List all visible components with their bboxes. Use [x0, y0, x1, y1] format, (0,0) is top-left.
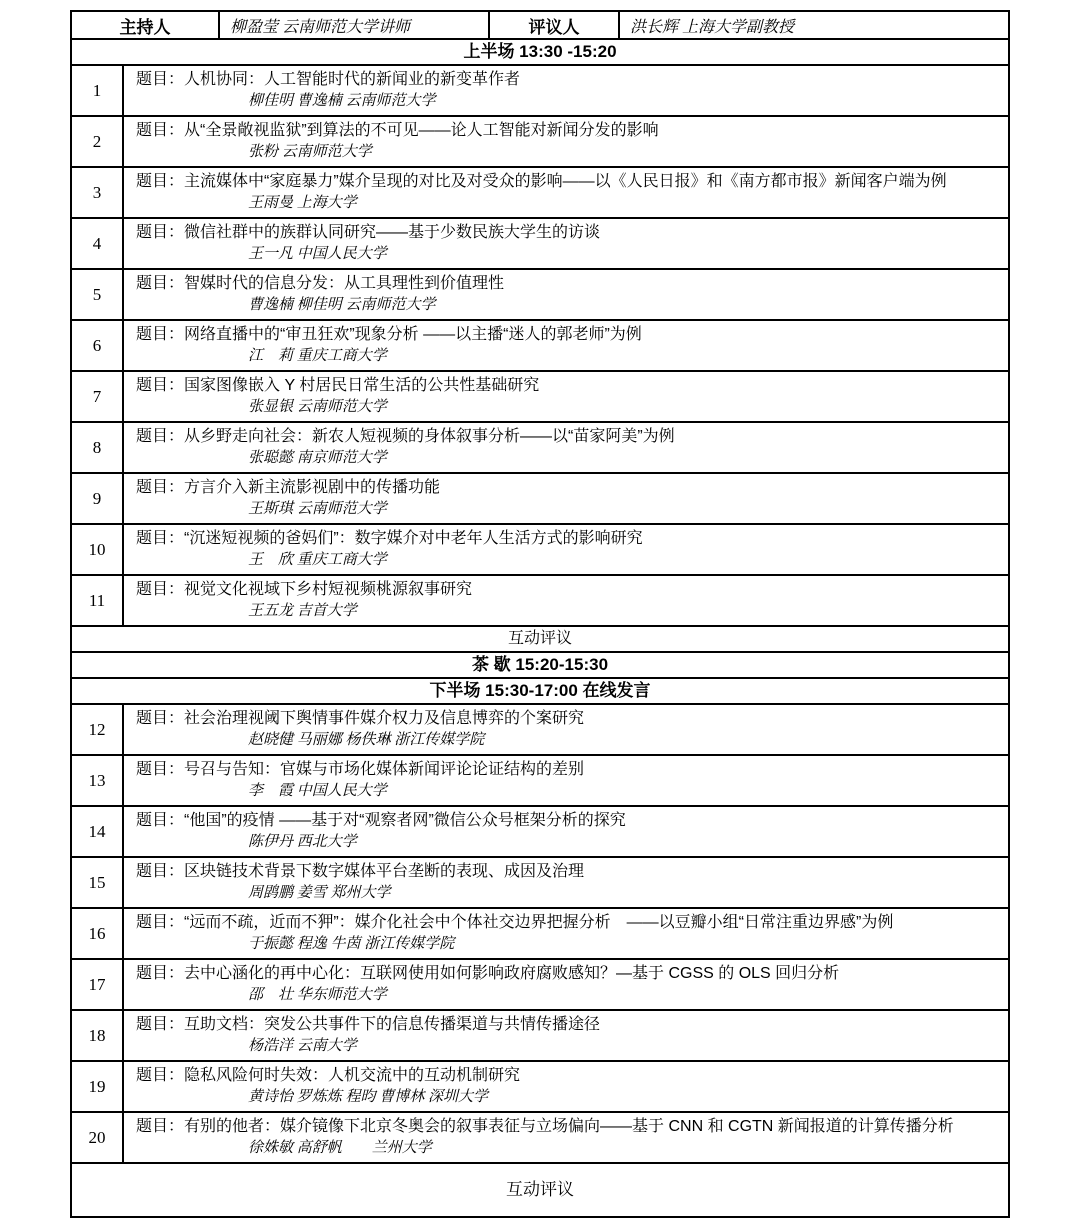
title-label: 题目：	[136, 914, 185, 931]
paper-title	[136, 860, 1000, 883]
title-label: 题目：	[136, 479, 185, 496]
paper-authors: 陈伊丹 西北大学	[248, 834, 357, 850]
paper-authors: 李 霞 中国人民大学	[248, 783, 387, 799]
title-label: 题目：	[136, 173, 185, 190]
paper-authors: 徐姝敏 高舒帆 兰州大学	[248, 1140, 432, 1156]
paper-title	[136, 1013, 1000, 1036]
paper-authors: 黄诗怡 罗炼炼 程昀 曹博林 深圳大学	[248, 1089, 489, 1105]
paper-title	[136, 119, 1000, 142]
paper-content-cell	[124, 474, 1008, 523]
paper-content-cell	[124, 117, 1008, 166]
row-number: 7	[72, 372, 124, 421]
paper-content-cell	[124, 372, 1008, 421]
title-label: 题目：	[136, 1016, 185, 1033]
paper-title	[136, 476, 1000, 499]
row-number: 19	[72, 1062, 124, 1111]
row-number: 8	[72, 423, 124, 472]
row-number: 12	[72, 705, 124, 754]
title-label: 题目：	[136, 428, 185, 445]
paper-authors: 于振懿 程逸 牛茵 浙江传媒学院	[248, 936, 455, 952]
title-label: 题目：	[136, 812, 185, 829]
paper-title-text: 微信社群中的族群认同研究——基于少数民族大学生的访谈	[184, 224, 601, 241]
paper-title	[136, 809, 1000, 832]
paper-title-text: “远而不疏，近而不狎”：媒介化社会中个体社交边界把握分析 ——以豆瓣小组“日常注重边界感”为例	[184, 914, 894, 931]
paper-authors: 赵晓健 马丽娜 杨佚琳 浙江传媒学院	[248, 732, 485, 748]
paper-content-cell	[124, 168, 1008, 217]
host-label-cell: 主持人	[72, 12, 220, 38]
paper-authors: 张粉 云南师范大学	[248, 144, 372, 160]
paper-authors: 柳佳明 曹逸楠 云南师范大学	[248, 93, 436, 109]
paper-authors: 王 欣 重庆工商大学	[248, 552, 387, 568]
paper-title	[136, 272, 1000, 295]
paper-content-cell	[124, 705, 1008, 754]
paper-content-cell	[124, 576, 1008, 625]
paper-row	[72, 270, 1008, 321]
paper-content-cell	[124, 525, 1008, 574]
paper-row	[72, 909, 1008, 960]
paper-title-text: 隐私风险何时失效：人机交流中的互动机制研究	[184, 1067, 521, 1084]
paper-content-cell	[124, 423, 1008, 472]
row-number: 4	[72, 219, 124, 268]
paper-row	[72, 807, 1008, 858]
row-number: 5	[72, 270, 124, 319]
title-label: 题目：	[136, 71, 185, 88]
paper-title-text: 网络直播中的“审丑狂欢”现象分析 ——以主播“迷人的郭老师”为例	[184, 326, 642, 343]
title-label: 题目：	[136, 530, 185, 547]
paper-row	[72, 219, 1008, 270]
paper-authors: 邵 壮 华东师范大学	[248, 987, 387, 1003]
paper-row	[72, 168, 1008, 219]
row-number: 9	[72, 474, 124, 523]
row-number: 17	[72, 960, 124, 1009]
paper-content-cell	[124, 321, 1008, 370]
paper-content-cell	[124, 1011, 1008, 1060]
paper-authors: 王雨曼 上海大学	[248, 195, 357, 211]
title-label: 题目：	[136, 224, 185, 241]
row-number: 10	[72, 525, 124, 574]
paper-title-text: 方言介入新主流影视剧中的传播功能	[184, 479, 441, 496]
paper-title-text: 去中心涵化的再中心化：互联网使用如何影响政府腐败感知？—基于 CGSS 的 OLS 回归分析	[184, 965, 840, 982]
row-number: 15	[72, 858, 124, 907]
title-label: 题目：	[136, 1118, 185, 1135]
title-label: 题目：	[136, 377, 185, 394]
paper-authors: 曹逸楠 柳佳明 云南师范大学	[248, 297, 436, 313]
paper-title-text: “他国”的疫情 ——基于对“观察者网”微信公众号框架分析的探究	[184, 812, 626, 829]
title-label: 题目：	[136, 122, 185, 139]
session-banner-row	[72, 40, 1008, 66]
paper-title-text: 从“全景敞视监狱”到算法的不可见——论人工智能对新闻分发的影响	[184, 122, 659, 139]
paper-title-text: 人机协同：人工智能时代的新闻业的新变革作者	[184, 71, 521, 88]
paper-row	[72, 321, 1008, 372]
row-number: 14	[72, 807, 124, 856]
paper-title-text: 有别的他者：媒介镜像下北京冬奥会的叙事表征与立场偏向——基于 CNN 和 CGTN 新闻报道的计算传播分析	[184, 1118, 954, 1135]
paper-row	[72, 1113, 1008, 1164]
paper-row	[72, 705, 1008, 756]
paper-content-cell	[124, 807, 1008, 856]
title-label: 题目：	[136, 1067, 185, 1084]
title-label: 题目：	[136, 761, 185, 778]
paper-row	[72, 960, 1008, 1011]
session-banner-row	[72, 627, 1008, 653]
paper-title-text: 视觉文化视域下乡村短视频桃源叙事研究	[184, 581, 473, 598]
paper-content-cell	[124, 858, 1008, 907]
paper-title-text: “沉迷短视频的爸妈们”：数字媒介对中老年人生活方式的影响研究	[184, 530, 643, 547]
session-banner-text: 茶 歇 15:20-15:30	[471, 655, 609, 674]
paper-authors: 王斯琪 云南师范大学	[248, 501, 387, 517]
paper-authors: 张聪懿 南京师范大学	[248, 450, 387, 466]
session-banner-text: 下半场 15:30-17:00 在线发言	[429, 681, 651, 700]
paper-authors: 王五龙 吉首大学	[248, 603, 357, 619]
paper-row	[72, 756, 1008, 807]
paper-title	[136, 425, 1000, 448]
paper-row	[72, 423, 1008, 474]
header-row	[72, 12, 1008, 40]
paper-row	[72, 1062, 1008, 1113]
paper-title-text: 国家图像嵌入 Y 村居民日常生活的公共性基础研究	[184, 377, 540, 394]
row-number: 16	[72, 909, 124, 958]
row-number: 13	[72, 756, 124, 805]
paper-title	[136, 911, 1000, 934]
paper-title	[136, 1115, 1000, 1138]
paper-title	[136, 323, 1000, 346]
paper-title-text: 从乡野走向社会：新农人短视频的身体叙事分析——以“苗家阿美”为例	[184, 428, 675, 445]
row-number: 3	[72, 168, 124, 217]
session-banner-text: 互动评议	[506, 1180, 574, 1199]
paper-row	[72, 525, 1008, 576]
session-banner-row	[72, 653, 1008, 679]
session-banner-row	[72, 679, 1008, 705]
paper-authors: 张显银 云南师范大学	[248, 399, 387, 415]
paper-title	[136, 962, 1000, 985]
paper-title-text: 社会治理视阈下舆情事件媒介权力及信息博弈的个案研究	[184, 710, 585, 727]
title-label: 题目：	[136, 275, 185, 292]
paper-content-cell	[124, 219, 1008, 268]
reviewer-label-cell: 评议人	[490, 12, 620, 38]
paper-row	[72, 66, 1008, 117]
paper-content-cell	[124, 1062, 1008, 1111]
paper-authors: 杨浩洋 云南大学	[248, 1038, 357, 1054]
session-banner-text: 上半场 13:30 -15:20	[463, 42, 617, 61]
title-label: 题目：	[136, 965, 185, 982]
reviewer-value-cell: 洪长辉 上海大学副教授	[630, 18, 795, 36]
paper-row	[72, 858, 1008, 909]
session-banner-text: 互动评议	[507, 630, 572, 647]
title-label: 题目：	[136, 710, 185, 727]
schedule-rows	[72, 40, 1008, 1216]
paper-title	[136, 527, 1000, 550]
row-number: 20	[72, 1113, 124, 1162]
paper-title-text: 区块链技术背景下数字媒体平台垄断的表现、成因及治理	[184, 863, 585, 880]
paper-title	[136, 221, 1000, 244]
paper-content-cell	[124, 909, 1008, 958]
title-label: 题目：	[136, 581, 185, 598]
paper-content-cell	[124, 1113, 1008, 1162]
title-label: 题目：	[136, 863, 185, 880]
title-label: 题目：	[136, 326, 185, 343]
session-banner-row	[72, 1164, 1008, 1216]
paper-title-text: 互助文档：突发公共事件下的信息传播渠道与共情传播途径	[184, 1016, 601, 1033]
paper-row	[72, 576, 1008, 627]
paper-title	[136, 1064, 1000, 1087]
paper-authors: 王一凡 中国人民大学	[248, 246, 387, 262]
row-number: 18	[72, 1011, 124, 1060]
paper-content-cell	[124, 66, 1008, 115]
paper-row	[72, 372, 1008, 423]
paper-content-cell	[124, 960, 1008, 1009]
paper-content-cell	[124, 270, 1008, 319]
row-number: 6	[72, 321, 124, 370]
row-number: 1	[72, 66, 124, 115]
paper-row	[72, 474, 1008, 525]
paper-authors: 周鹍鹏 姜雪 郑州大学	[248, 885, 391, 901]
paper-title	[136, 578, 1000, 601]
paper-title	[136, 170, 1000, 193]
paper-row	[72, 1011, 1008, 1062]
paper-content-cell	[124, 756, 1008, 805]
paper-title	[136, 374, 1000, 397]
paper-title-text: 主流媒体中“家庭暴力”媒介呈现的对比及对受众的影响——以《人民日报》和《南方都市报》新闻客户端为例	[184, 173, 947, 190]
paper-row	[72, 117, 1008, 168]
row-number: 11	[72, 576, 124, 625]
paper-title-text: 智媒时代的信息分发：从工具理性到价值理性	[184, 275, 505, 292]
paper-title-text: 号召与告知：官媒与市场化媒体新闻评论论证结构的差别	[184, 761, 585, 778]
paper-title	[136, 707, 1000, 730]
paper-authors: 江 莉 重庆工商大学	[248, 348, 387, 364]
schedule-table	[70, 10, 1010, 1218]
paper-title	[136, 68, 1000, 91]
paper-title	[136, 758, 1000, 781]
row-number: 2	[72, 117, 124, 166]
host-value-cell: 柳盈莹 云南师范大学讲师	[220, 12, 490, 38]
